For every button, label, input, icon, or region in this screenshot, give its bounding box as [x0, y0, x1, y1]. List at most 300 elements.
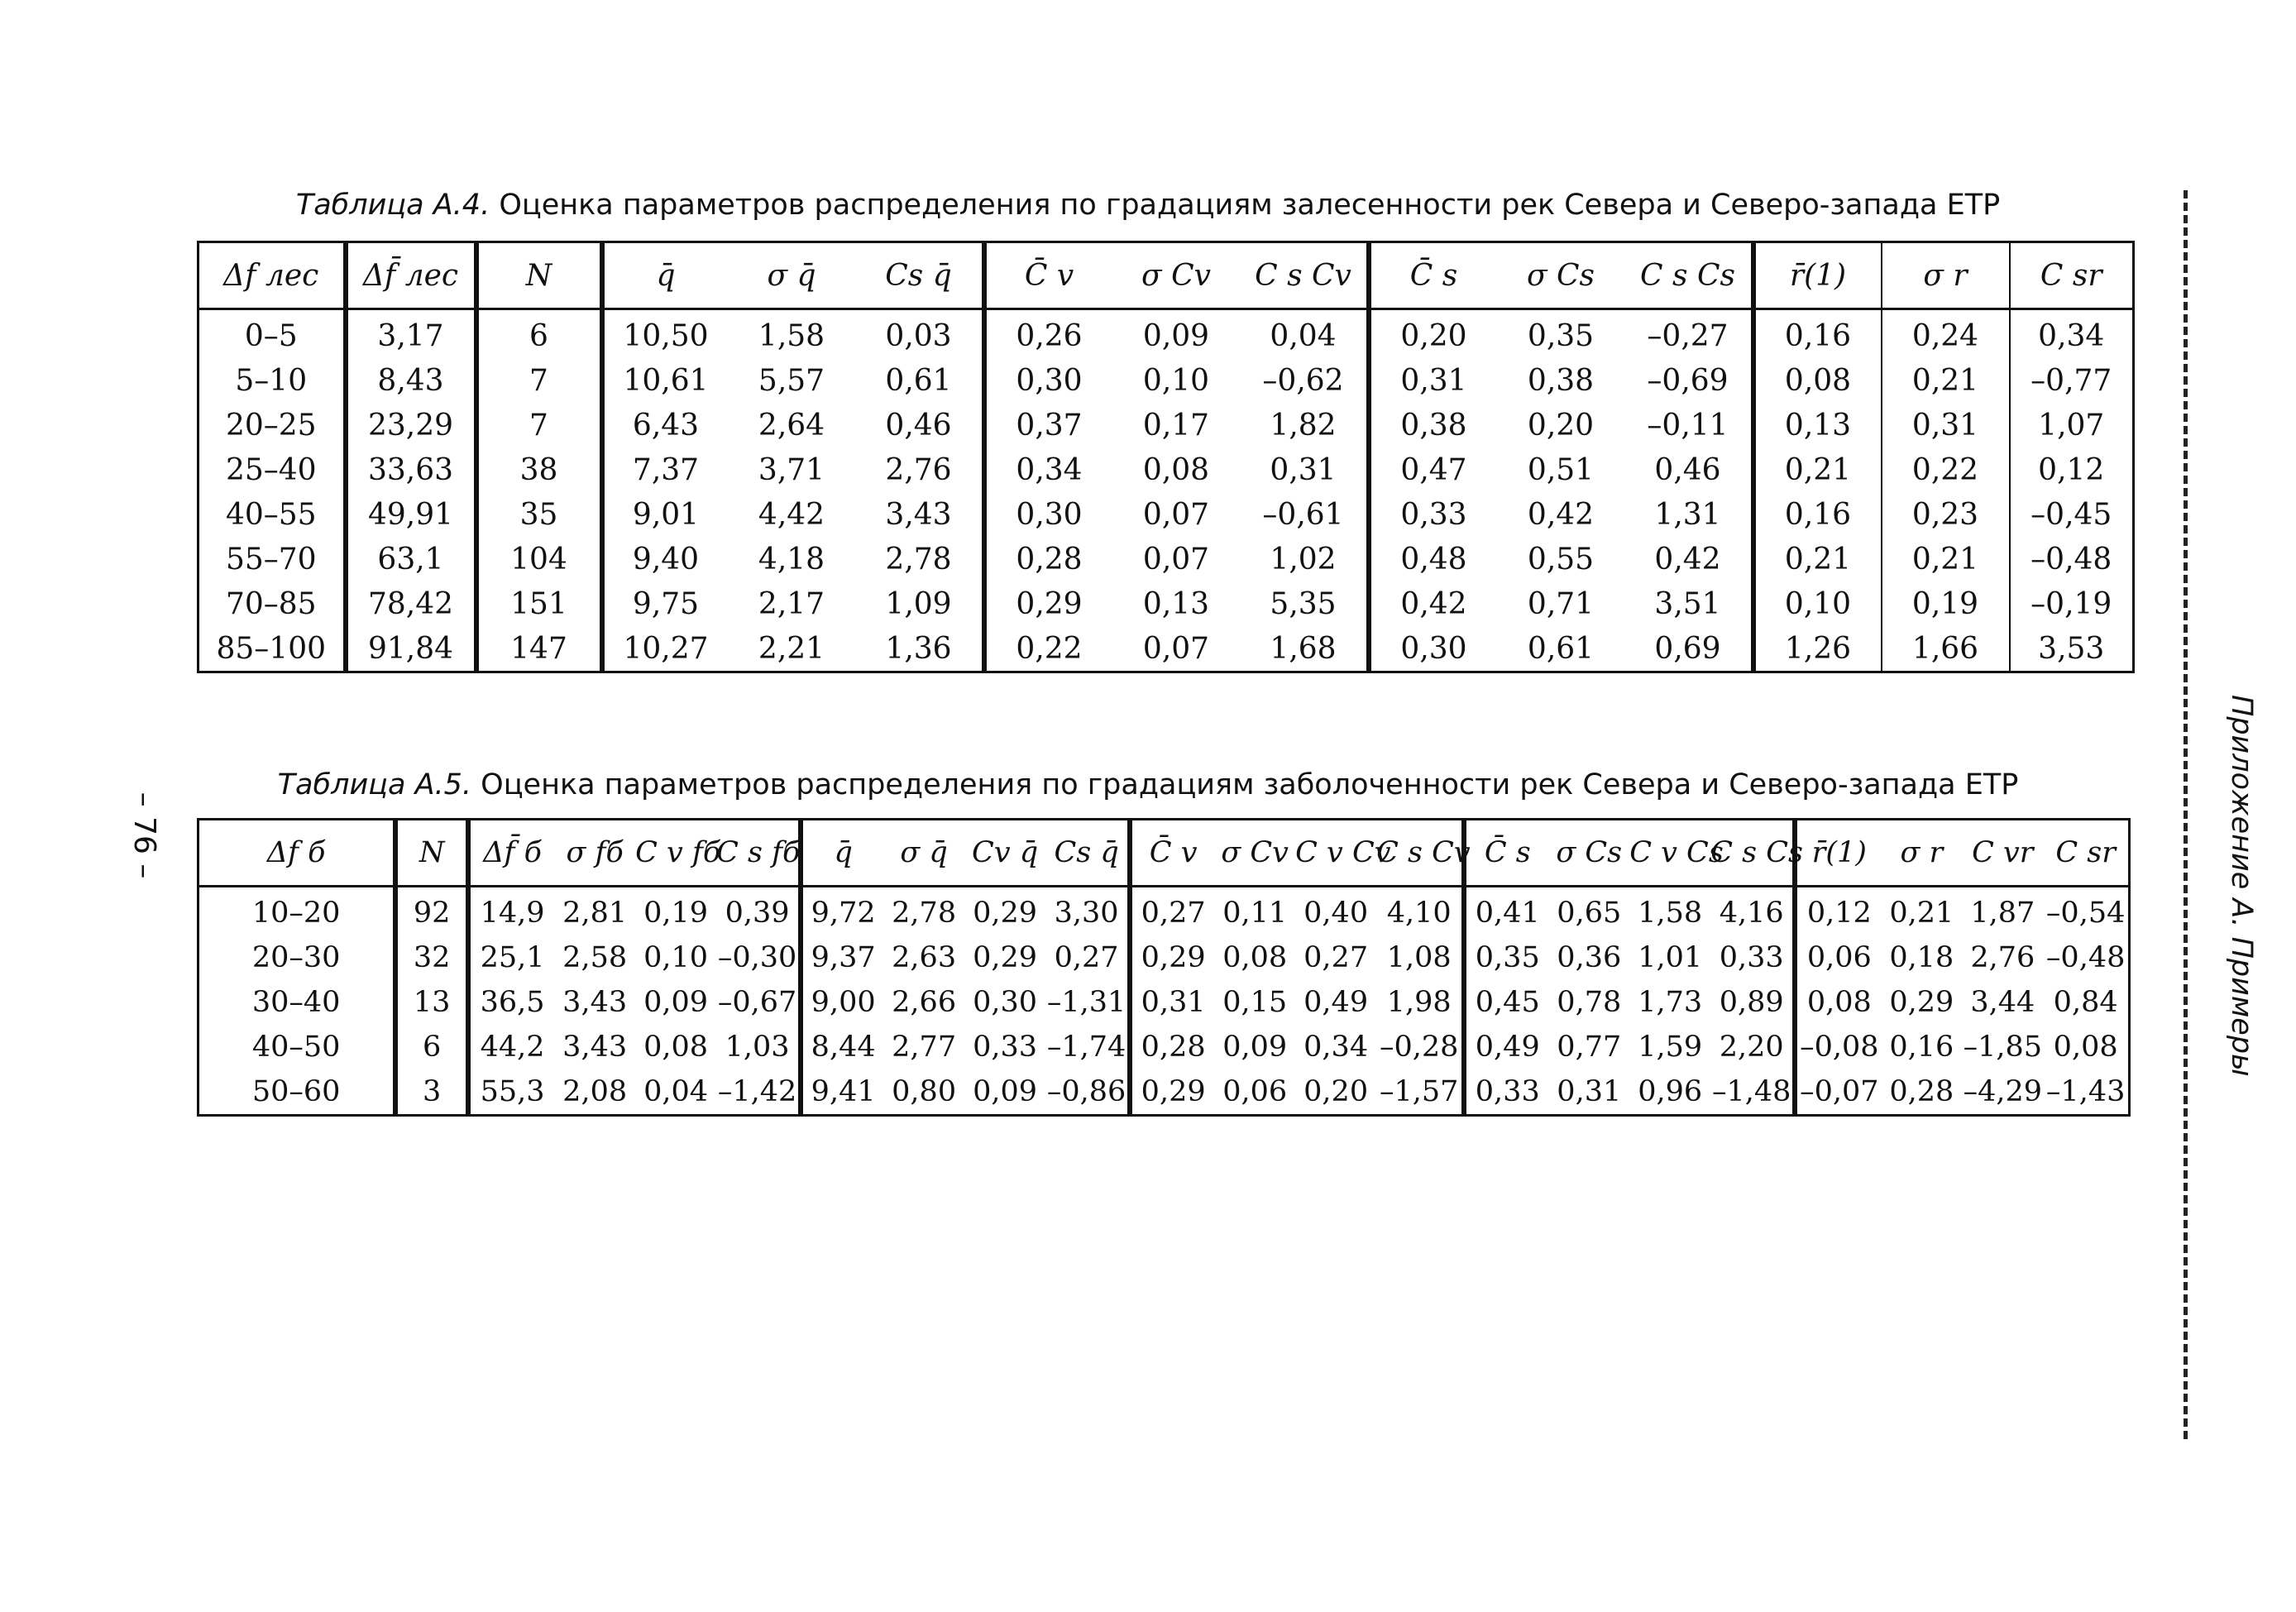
- col-header: [984, 242, 1112, 309]
- table-cell: 2,76: [1970, 941, 2035, 974]
- table-cell: 0,28: [1130, 1025, 1214, 1069]
- table-cell: 0,08: [1795, 980, 1881, 1025]
- table-cell: –1,85: [1963, 1031, 2043, 1064]
- table-cell: 0,06: [1795, 935, 1881, 980]
- table-cell: 0,08: [2053, 1031, 2118, 1064]
- table-cell: 10,61: [602, 358, 728, 403]
- table-cell: 1,26: [1753, 626, 1882, 672]
- table-cell: 7,37: [602, 447, 728, 492]
- table-cell: 91,84: [346, 626, 476, 672]
- table-cell: 0,22: [984, 626, 1112, 672]
- table-cell: 1,66: [1882, 626, 2010, 672]
- table-cell: 2,08: [562, 1075, 628, 1108]
- header-text: N: [525, 258, 552, 293]
- header-text: Cs q̄: [1054, 836, 1119, 869]
- table-cell: 30–40: [251, 986, 341, 1019]
- table-cell: 0,31: [1557, 1075, 1622, 1108]
- table-cell: 0,30: [984, 492, 1112, 537]
- header-text: Cv q̄: [972, 836, 1039, 869]
- table-a4-header-row: [199, 242, 2134, 309]
- header-text: q̄: [656, 258, 676, 293]
- table-row: [199, 309, 2134, 359]
- table-cell: 3,53: [2010, 626, 2134, 672]
- table-cell: 4,16: [1719, 897, 1784, 930]
- table-cell: 63,1: [346, 537, 476, 581]
- table-cell: 0,69: [1654, 631, 1721, 666]
- col-header: [1882, 242, 2010, 309]
- table-cell: 1,01: [1638, 941, 1703, 974]
- col-header: [1548, 820, 1629, 887]
- header-text: N: [419, 836, 445, 869]
- table-cell: 0,30: [984, 358, 1112, 403]
- table-cell: 1,02: [1270, 542, 1337, 576]
- table-cell: 0,07: [1142, 542, 1210, 576]
- table-cell: 2,20: [1719, 1031, 1784, 1064]
- table-cell: 0,29: [973, 941, 1038, 974]
- header-text: C v Cs: [1629, 836, 1724, 869]
- table-a5-caption-lead: Таблица А.5.: [277, 768, 472, 801]
- table-cell: 0,29: [1130, 935, 1214, 980]
- header-text: Cs q̄: [885, 258, 952, 293]
- col-header: [1962, 820, 2043, 887]
- table-cell: 0,71: [1527, 586, 1595, 621]
- table-cell: 3,30: [1054, 897, 1119, 930]
- table-row: [199, 581, 2134, 626]
- table-cell: 0,45: [1464, 980, 1548, 1025]
- table-cell: 2,17: [758, 586, 825, 621]
- table-cell: 3,51: [1654, 586, 1721, 621]
- table-cell: 0,20: [1527, 408, 1595, 442]
- table-cell: 10–20: [251, 897, 341, 930]
- table-cell: 1,36: [885, 631, 952, 666]
- table-cell: 0,04: [1270, 318, 1337, 353]
- table-cell: 0,21: [1882, 537, 2010, 581]
- table-cell: 0,09: [1142, 318, 1210, 353]
- table-cell: 9,75: [602, 581, 728, 626]
- table-cell: 23,29: [346, 403, 476, 447]
- table-row: [199, 935, 2130, 980]
- table-cell: 44,2: [468, 1025, 554, 1069]
- table-cell: 0,47: [1369, 447, 1497, 492]
- table-cell: 4,18: [758, 542, 825, 576]
- table-cell: –1,48: [1712, 1075, 1791, 1108]
- col-header: [1376, 820, 1471, 887]
- table-row: [199, 626, 2134, 672]
- col-header: [1369, 242, 1497, 309]
- table-cell: 1,87: [1970, 897, 2035, 930]
- table-a5-caption-text: Оценка параметров распределения по градациям заболоченности рек Севера и Северо-запада ЕТР: [471, 768, 2019, 801]
- table-cell: 147: [476, 626, 602, 672]
- table-cell: 0,09: [973, 1075, 1038, 1108]
- table-cell: 0,16: [1889, 1031, 1954, 1064]
- table-cell: 55,3: [468, 1069, 554, 1116]
- table-cell: 0,65: [1557, 897, 1622, 930]
- table-cell: 0,13: [1142, 586, 1210, 621]
- table-cell: 85–100: [216, 631, 327, 666]
- table-cell: 0,10: [1142, 363, 1210, 398]
- table-cell: 0,31: [1369, 358, 1497, 403]
- table-cell: 0,33: [1464, 1069, 1548, 1116]
- table-cell: 0,33: [973, 1031, 1038, 1064]
- table-cell: 0,29: [984, 581, 1112, 626]
- table-cell: –0,07: [1795, 1069, 1881, 1116]
- table-cell: 0,42: [1369, 581, 1497, 626]
- table-cell: 0,20: [1303, 1075, 1369, 1108]
- table-cell: –0,67: [717, 986, 797, 1019]
- table-cell: 9,40: [602, 537, 728, 581]
- table-cell: 1,58: [758, 318, 825, 353]
- header-text: C sr: [2055, 836, 2116, 869]
- table-a5-header-row: [199, 820, 2130, 887]
- table-cell: 55–70: [225, 542, 317, 576]
- col-header: [1130, 820, 1214, 887]
- table-cell: 6: [476, 309, 602, 359]
- col-header: [1045, 820, 1130, 887]
- table-cell: 0,12: [2010, 447, 2134, 492]
- table-cell: 25–40: [225, 452, 317, 487]
- table-cell: 0,40: [1303, 897, 1369, 930]
- table-a4-caption-lead: Таблица А.4.: [295, 189, 490, 222]
- table-cell: 5,57: [758, 363, 825, 398]
- table-cell: 3,43: [562, 1031, 628, 1064]
- table-cell: 0,48: [1369, 537, 1497, 581]
- table-cell: 0,51: [1527, 452, 1595, 487]
- table-cell: 0,09: [643, 986, 709, 1019]
- table-cell: 1,09: [885, 586, 952, 621]
- table-cell: 0,08: [643, 1031, 709, 1064]
- table-cell: 1,68: [1270, 631, 1337, 666]
- table-row: [199, 1069, 2130, 1116]
- table-cell: 0,33: [1719, 941, 1784, 974]
- header-text: σ Cv: [1221, 836, 1289, 869]
- table-cell: 0,16: [1753, 492, 1882, 537]
- table-cell: –0,11: [1647, 408, 1729, 442]
- table-cell: 0,29: [1130, 1069, 1214, 1116]
- table-cell: 1,98: [1386, 986, 1452, 1019]
- table-cell: 1,03: [725, 1031, 790, 1064]
- table-cell: 0,08: [1222, 941, 1288, 974]
- table-cell: 0,07: [1142, 497, 1210, 532]
- table-cell: 4,42: [758, 497, 825, 532]
- header-text: σ q̄: [900, 836, 948, 869]
- header-text: C vr: [1972, 836, 2034, 869]
- table-cell: 0,06: [1222, 1075, 1288, 1108]
- col-header: [728, 242, 856, 309]
- header-text: C̄ v: [1024, 258, 1074, 293]
- table-cell: 0,24: [1882, 309, 2010, 359]
- table-cell: 0,08: [1142, 452, 1210, 487]
- table-cell: 0,77: [1557, 1031, 1622, 1064]
- page-margin-dashed-line: [2184, 190, 2188, 1439]
- header-text: σ fб: [566, 836, 624, 869]
- table-cell: 0,28: [984, 537, 1112, 581]
- table-a5: [197, 818, 2131, 1117]
- header-text: Δf̄ б: [483, 836, 542, 869]
- col-header: [1629, 820, 1724, 887]
- table-row: [199, 887, 2130, 936]
- table-cell: 0,07: [1142, 631, 1210, 666]
- table-cell: 0,55: [1527, 542, 1595, 576]
- table-cell: 0,08: [1753, 358, 1882, 403]
- table-a5-caption: [0, 767, 2296, 803]
- table-cell: 0,49: [1464, 1025, 1548, 1069]
- table-cell: 0,61: [885, 363, 952, 398]
- table-cell: –1,43: [2045, 1075, 2126, 1108]
- table-cell: –0,61: [1262, 497, 1344, 532]
- table-cell: 32: [395, 935, 468, 980]
- table-cell: 0,38: [1369, 403, 1497, 447]
- table-cell: 0,04: [643, 1075, 709, 1108]
- header-text: C v Cv: [1295, 836, 1391, 869]
- table-cell: 20–25: [225, 408, 317, 442]
- table-cell: 3,44: [1970, 986, 2035, 1019]
- table-cell: –0,62: [1262, 363, 1344, 398]
- table-cell: –0,30: [717, 941, 797, 974]
- table-cell: 40–55: [225, 497, 317, 532]
- table-cell: 0,31: [1270, 452, 1337, 487]
- table-cell: 33,63: [346, 447, 476, 492]
- col-header: [1497, 242, 1625, 309]
- table-cell: 0,23: [1882, 492, 2010, 537]
- table-cell: 20–30: [251, 941, 341, 974]
- table-cell: 0,20: [1369, 309, 1497, 359]
- table-cell: 0,13: [1753, 403, 1882, 447]
- table-cell: 0,15: [1222, 986, 1288, 1019]
- table-cell: 9,72: [801, 887, 883, 936]
- table-cell: 0,21: [1753, 447, 1882, 492]
- table-cell: 0,17: [1142, 408, 1210, 442]
- table-cell: –0,45: [2010, 492, 2134, 537]
- table-cell: 7: [476, 403, 602, 447]
- table-cell: 5,35: [1270, 586, 1337, 621]
- table-cell: 5–10: [235, 363, 308, 398]
- table-cell: 9,37: [801, 935, 883, 980]
- header-text: Δf б: [266, 836, 326, 869]
- col-header: [1753, 242, 1882, 309]
- table-cell: 0,27: [1303, 941, 1369, 974]
- table-cell: 6,43: [602, 403, 728, 447]
- col-header: [346, 242, 476, 309]
- table-cell: 0,37: [984, 403, 1112, 447]
- col-header: [2010, 242, 2134, 309]
- table-cell: 1,82: [1270, 408, 1337, 442]
- table-cell: 3,43: [562, 986, 628, 1019]
- col-header: [856, 242, 984, 309]
- table-cell: 0,12: [1795, 887, 1881, 936]
- table-cell: 0,21: [1889, 897, 1954, 930]
- table-cell: –4,29: [1963, 1075, 2043, 1108]
- table-cell: 0,36: [1557, 941, 1622, 974]
- col-header: [1881, 820, 1962, 887]
- header-text: σ Cs: [1526, 258, 1595, 293]
- table-cell: 0,49: [1303, 986, 1369, 1019]
- col-header: [602, 242, 728, 309]
- table-cell: 0,31: [1130, 980, 1214, 1025]
- table-cell: 0,10: [1753, 581, 1882, 626]
- table-cell: 0,35: [1527, 318, 1595, 353]
- table-cell: 151: [476, 581, 602, 626]
- header-text: C̄ s: [1484, 836, 1531, 869]
- header-text: C sr: [2040, 258, 2102, 293]
- header-text: σ q̄: [767, 258, 816, 293]
- table-cell: 9,00: [801, 980, 883, 1025]
- table-cell: 10,50: [602, 309, 728, 359]
- table-cell: 2,78: [892, 897, 957, 930]
- col-header: [883, 820, 964, 887]
- table-cell: 0,42: [1527, 497, 1595, 532]
- header-text: σ Cs: [1556, 836, 1623, 869]
- table-cell: 10,27: [602, 626, 728, 672]
- table-cell: 35: [476, 492, 602, 537]
- table-cell: 0,27: [1054, 941, 1119, 974]
- header-text: C̄ s: [1409, 258, 1458, 293]
- table-a4-caption: [0, 187, 2296, 223]
- table-cell: –0,54: [2045, 897, 2126, 930]
- table-a5-body: [199, 887, 2130, 1116]
- table-cell: 2,76: [885, 452, 952, 487]
- table-cell: 2,77: [892, 1031, 957, 1064]
- table-cell: 0,46: [885, 408, 952, 442]
- table-cell: –0,28: [1379, 1031, 1459, 1064]
- header-text: C s Cs: [1710, 836, 1803, 869]
- table-cell: 0,34: [1303, 1031, 1369, 1064]
- table-cell: 0,11: [1222, 897, 1288, 930]
- header-text: C s Cs: [1640, 258, 1735, 293]
- table-cell: 2,78: [885, 542, 952, 576]
- table-cell: –0,77: [2010, 358, 2134, 403]
- col-header: [716, 820, 801, 887]
- table-row: [199, 1025, 2130, 1069]
- table-cell: 2,21: [758, 631, 825, 666]
- header-text: σ r: [1900, 836, 1944, 869]
- table-cell: 25,1: [468, 935, 554, 980]
- table-a4: [197, 241, 2135, 673]
- table-cell: 38: [476, 447, 602, 492]
- table-cell: 0,29: [1889, 986, 1954, 1019]
- table-cell: 2,64: [758, 408, 825, 442]
- col-header: [476, 242, 602, 309]
- col-header: [635, 820, 721, 887]
- table-cell: 0,09: [1222, 1031, 1288, 1064]
- table-row: [199, 447, 2134, 492]
- table-cell: 0,61: [1527, 631, 1595, 666]
- col-header: [1241, 242, 1369, 309]
- col-header: [964, 820, 1045, 887]
- table-cell: –0,19: [2010, 581, 2134, 626]
- header-text: C s fб: [716, 836, 801, 869]
- table-cell: 8,44: [801, 1025, 883, 1069]
- table-cell: 0,10: [643, 941, 709, 974]
- table-cell: 78,42: [346, 581, 476, 626]
- table-cell: 8,43: [346, 358, 476, 403]
- header-text: r̄(1): [1789, 258, 1847, 293]
- table-cell: 0,38: [1527, 363, 1595, 398]
- table-cell: –1,57: [1379, 1075, 1459, 1108]
- table-cell: –1,74: [1046, 1031, 1126, 1064]
- table-cell: 2,66: [892, 986, 957, 1019]
- table-cell: 0,03: [885, 318, 952, 353]
- header-text: C s Cv: [1255, 258, 1351, 293]
- table-cell: –0,48: [2045, 941, 2126, 974]
- col-header: [199, 242, 346, 309]
- table-a4-body: [199, 309, 2134, 672]
- header-text: C s Cv: [1376, 836, 1471, 869]
- table-cell: 0,84: [2053, 986, 2118, 1019]
- table-cell: –0,08: [1795, 1025, 1881, 1069]
- header-text: q̄: [834, 836, 853, 869]
- table-cell: 3: [395, 1069, 468, 1116]
- table-cell: 1,07: [2010, 403, 2134, 447]
- col-header: [468, 820, 554, 887]
- appendix-side-title: Приложение А. Примеры: [2225, 695, 2258, 1077]
- table-cell: 36,5: [468, 980, 554, 1025]
- table-cell: 0,78: [1557, 986, 1622, 1019]
- header-text: σ r: [1923, 258, 1968, 293]
- table-cell: 3,17: [346, 309, 476, 359]
- table-cell: 4,10: [1386, 897, 1452, 930]
- table-row: [199, 537, 2134, 581]
- table-cell: 3,71: [758, 452, 825, 487]
- table-row: [199, 492, 2134, 537]
- table-cell: 0,34: [984, 447, 1112, 492]
- table-cell: 7: [476, 358, 602, 403]
- table-cell: 0,35: [1464, 935, 1548, 980]
- table-cell: 1,59: [1638, 1031, 1703, 1064]
- table-cell: 6: [395, 1025, 468, 1069]
- table-cell: 1,08: [1386, 941, 1452, 974]
- table-cell: –0,69: [1647, 363, 1729, 398]
- table-cell: 0,34: [2010, 309, 2134, 359]
- table-cell: 2,63: [892, 941, 957, 974]
- table-cell: 92: [395, 887, 468, 936]
- table-cell: 0,42: [1654, 542, 1721, 576]
- col-header: [2043, 820, 2129, 887]
- col-header: [1710, 820, 1803, 887]
- col-header: [801, 820, 883, 887]
- table-cell: 0,89: [1719, 986, 1784, 1019]
- table-cell: 0,46: [1654, 452, 1721, 487]
- table-cell: 0,33: [1369, 492, 1497, 537]
- table-cell: 70–85: [225, 586, 317, 621]
- table-cell: 1,58: [1638, 897, 1703, 930]
- table-cell: 2,81: [562, 897, 628, 930]
- table-cell: 0,39: [725, 897, 790, 930]
- header-text: C̄ v: [1149, 836, 1198, 869]
- table-cell: 0,80: [892, 1075, 957, 1108]
- table-cell: 0,19: [643, 897, 709, 930]
- table-cell: 1,31: [1654, 497, 1721, 532]
- table-cell: 0,30: [1369, 626, 1497, 672]
- table-cell: 9,01: [602, 492, 728, 537]
- table-cell: 0,29: [973, 897, 1038, 930]
- table-cell: 0,21: [1753, 537, 1882, 581]
- header-text: Δf лес: [223, 258, 319, 293]
- col-header: [1112, 242, 1241, 309]
- col-header: [199, 820, 396, 887]
- table-cell: 9,41: [801, 1069, 883, 1116]
- table-cell: –1,31: [1046, 986, 1126, 1019]
- header-text: σ Cv: [1141, 258, 1211, 293]
- col-header: [1214, 820, 1295, 887]
- col-header: [1625, 242, 1753, 309]
- table-cell: 104: [476, 537, 602, 581]
- table-cell: 0,30: [973, 986, 1038, 1019]
- table-a4-caption-text: Оценка параметров распределения по градациям залесенности рек Севера и Северо-запада ЕТР: [490, 189, 2001, 222]
- table-cell: 49,91: [346, 492, 476, 537]
- table-cell: 2,58: [562, 941, 628, 974]
- col-header: [1295, 820, 1391, 887]
- table-cell: –0,27: [1647, 318, 1729, 353]
